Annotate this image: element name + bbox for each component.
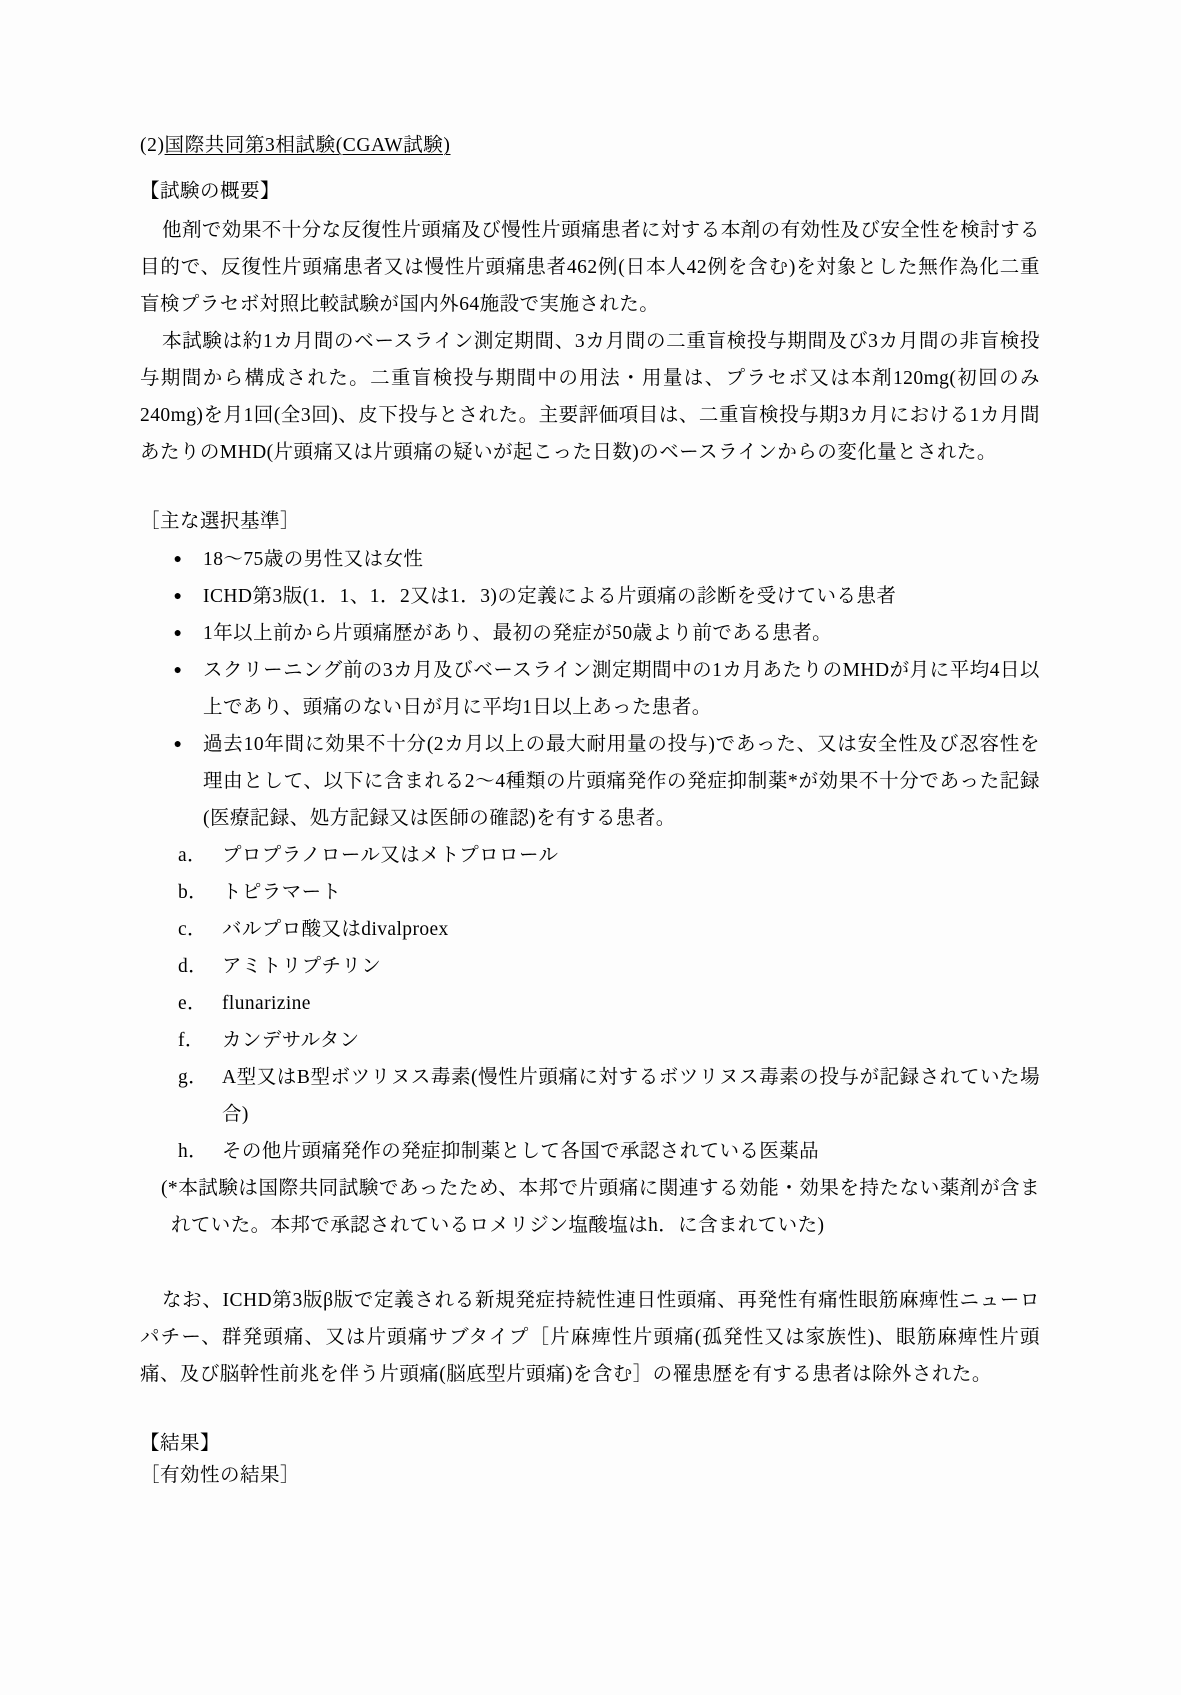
inclusion-criteria-list (140, 541, 1040, 837)
list-item (140, 1133, 1040, 1170)
list-item-text: ICHD第3版(1．1、1．2又は1．3)の定義による片頭痛の診断を受けている患者 (203, 585, 897, 607)
spacer (140, 1393, 1040, 1431)
list-item-text: 1年以上前から片頭痛歴があり、最初の発症が50歳より前である患者。 (203, 622, 833, 644)
list-item-marker: g． (178, 1066, 209, 1088)
list-item (140, 948, 1040, 985)
bullet-icon: ● (173, 662, 183, 678)
document-content (140, 133, 1040, 1496)
footnote-text: (*本試験は国際共同試験であったため、本邦で片頭痛に関連する効能・効果を持たない薬剤が含まれていた。本邦で承認されているロメリジン塩酸塩はh．に含まれていた) (161, 1177, 1040, 1236)
exclusion-paragraph: なお、ICHD第3版β版で定義される新規発症持続性連日性頭痛、再発性有痛性眼筋麻痺性ニューロパチー、群発頭痛、又は片頭痛サブタイプ［片麻痺性片頭痛(孤発性又は家族性)、眼筋麻痺性片頭痛、及び脳幹性前兆を伴う片頭痛(脳底型片頭痛)を含む］の罹患歴を有する患者は除外された。 (140, 1289, 1040, 1385)
results-heading: 【結果】 (140, 1432, 221, 1454)
list-item-text: カンデサルタン (222, 1029, 360, 1051)
list-item-text: アミトリプチリン (222, 955, 382, 977)
list-item-text: トピラマート (222, 881, 342, 903)
list-item (140, 1022, 1040, 1059)
list-item-text: A型又はB型ボツリヌス毒素(慢性片頭痛に対するボツリヌス毒素の投与が記録されていた場合) (222, 1066, 1040, 1125)
bullet-icon: ● (173, 588, 183, 604)
list-item (140, 726, 1040, 837)
section-title (140, 133, 1040, 159)
list-item-text: 18〜75歳の男性又は女性 (203, 548, 424, 570)
list-item-text: スクリーニング前の3カ月及びベースライン測定期間中の1カ月あたりのMHDが月に平均4日以上であり、頭痛のない日が月に平均1日以上あった患者。 (203, 659, 1040, 718)
list-item-text: バルプロ酸又はdivalproex (222, 918, 449, 940)
spacer (140, 471, 1040, 509)
inclusion-criteria-heading: ［主な選択基準］ (140, 510, 301, 532)
list-item (140, 541, 1040, 578)
spacer (140, 1244, 1040, 1282)
list-item-marker: h． (178, 1140, 209, 1162)
overview-heading: 【試験の概要】 (140, 181, 281, 203)
overview-paragraph-1: 他剤で効果不十分な反復性片頭痛及び慢性片頭痛患者に対する本剤の有効性及び安全性を検討する目的で、反復性片頭痛患者又は慢性片頭痛患者462例(日本人42例を含む)を対象とした無作為化二重盲検プラセボ対照比較試験が国内外64施設で実施された。 (140, 219, 1040, 315)
list-item-marker: f． (178, 1029, 205, 1051)
drug-list (140, 837, 1040, 1170)
list-item-text: プロプラノロール又はメトプロロール (222, 844, 559, 866)
list-item-text: flunarizine (222, 992, 311, 1014)
list-item (140, 837, 1040, 874)
bullet-icon: ● (173, 551, 183, 567)
overview-paragraph-2: 本試験は約1カ月間のベースライン測定期間、3カ月間の二重盲検投与期間及び3カ月間の非盲検投与期間から構成された。二重盲検投与期間中の用法・用量は、プラセボ又は本剤120mg(初回のみ240mg)を月1回(全3回)、皮下投与とされた。主要評価項目は、二重盲検投与期3カ月における1カ月間あたりのMHD(片頭痛又は片頭痛の疑いが起こった日数)のベースラインからの変化量とされた。 (140, 330, 1040, 463)
list-item-marker: c． (178, 918, 207, 940)
bullet-icon: ● (173, 736, 183, 752)
list-item (140, 615, 1040, 652)
list-item (140, 652, 1040, 726)
bullet-icon: ● (173, 625, 183, 641)
list-item-marker: d． (178, 955, 209, 977)
list-item-marker: e． (178, 992, 207, 1014)
list-item (140, 1059, 1040, 1133)
list-item (140, 874, 1040, 911)
section-number: (2) (140, 135, 165, 156)
list-item-text: 過去10年間に効果不十分(2カ月以上の最大耐用量の投与)であった、又は安全性及び忍容性を理由として、以下に含まれる2〜4種類の片頭痛発作の発症抑制薬*が効果不十分であった記録(医療記録、処方記録又は医師の確認)を有する患者。 (203, 733, 1040, 829)
list-item (140, 911, 1040, 948)
efficacy-results-heading: ［有効性の結果］ (140, 1465, 301, 1487)
list-item-marker: a． (178, 844, 207, 866)
list-item (140, 985, 1040, 1022)
list-item (140, 578, 1040, 615)
list-item-marker: b． (178, 881, 209, 903)
section-title-text: 国際共同第3相試験(CGAW試験) (164, 135, 451, 156)
list-item-text: その他片頭痛発作の発症抑制薬として各国で承認されている医薬品 (222, 1140, 820, 1162)
